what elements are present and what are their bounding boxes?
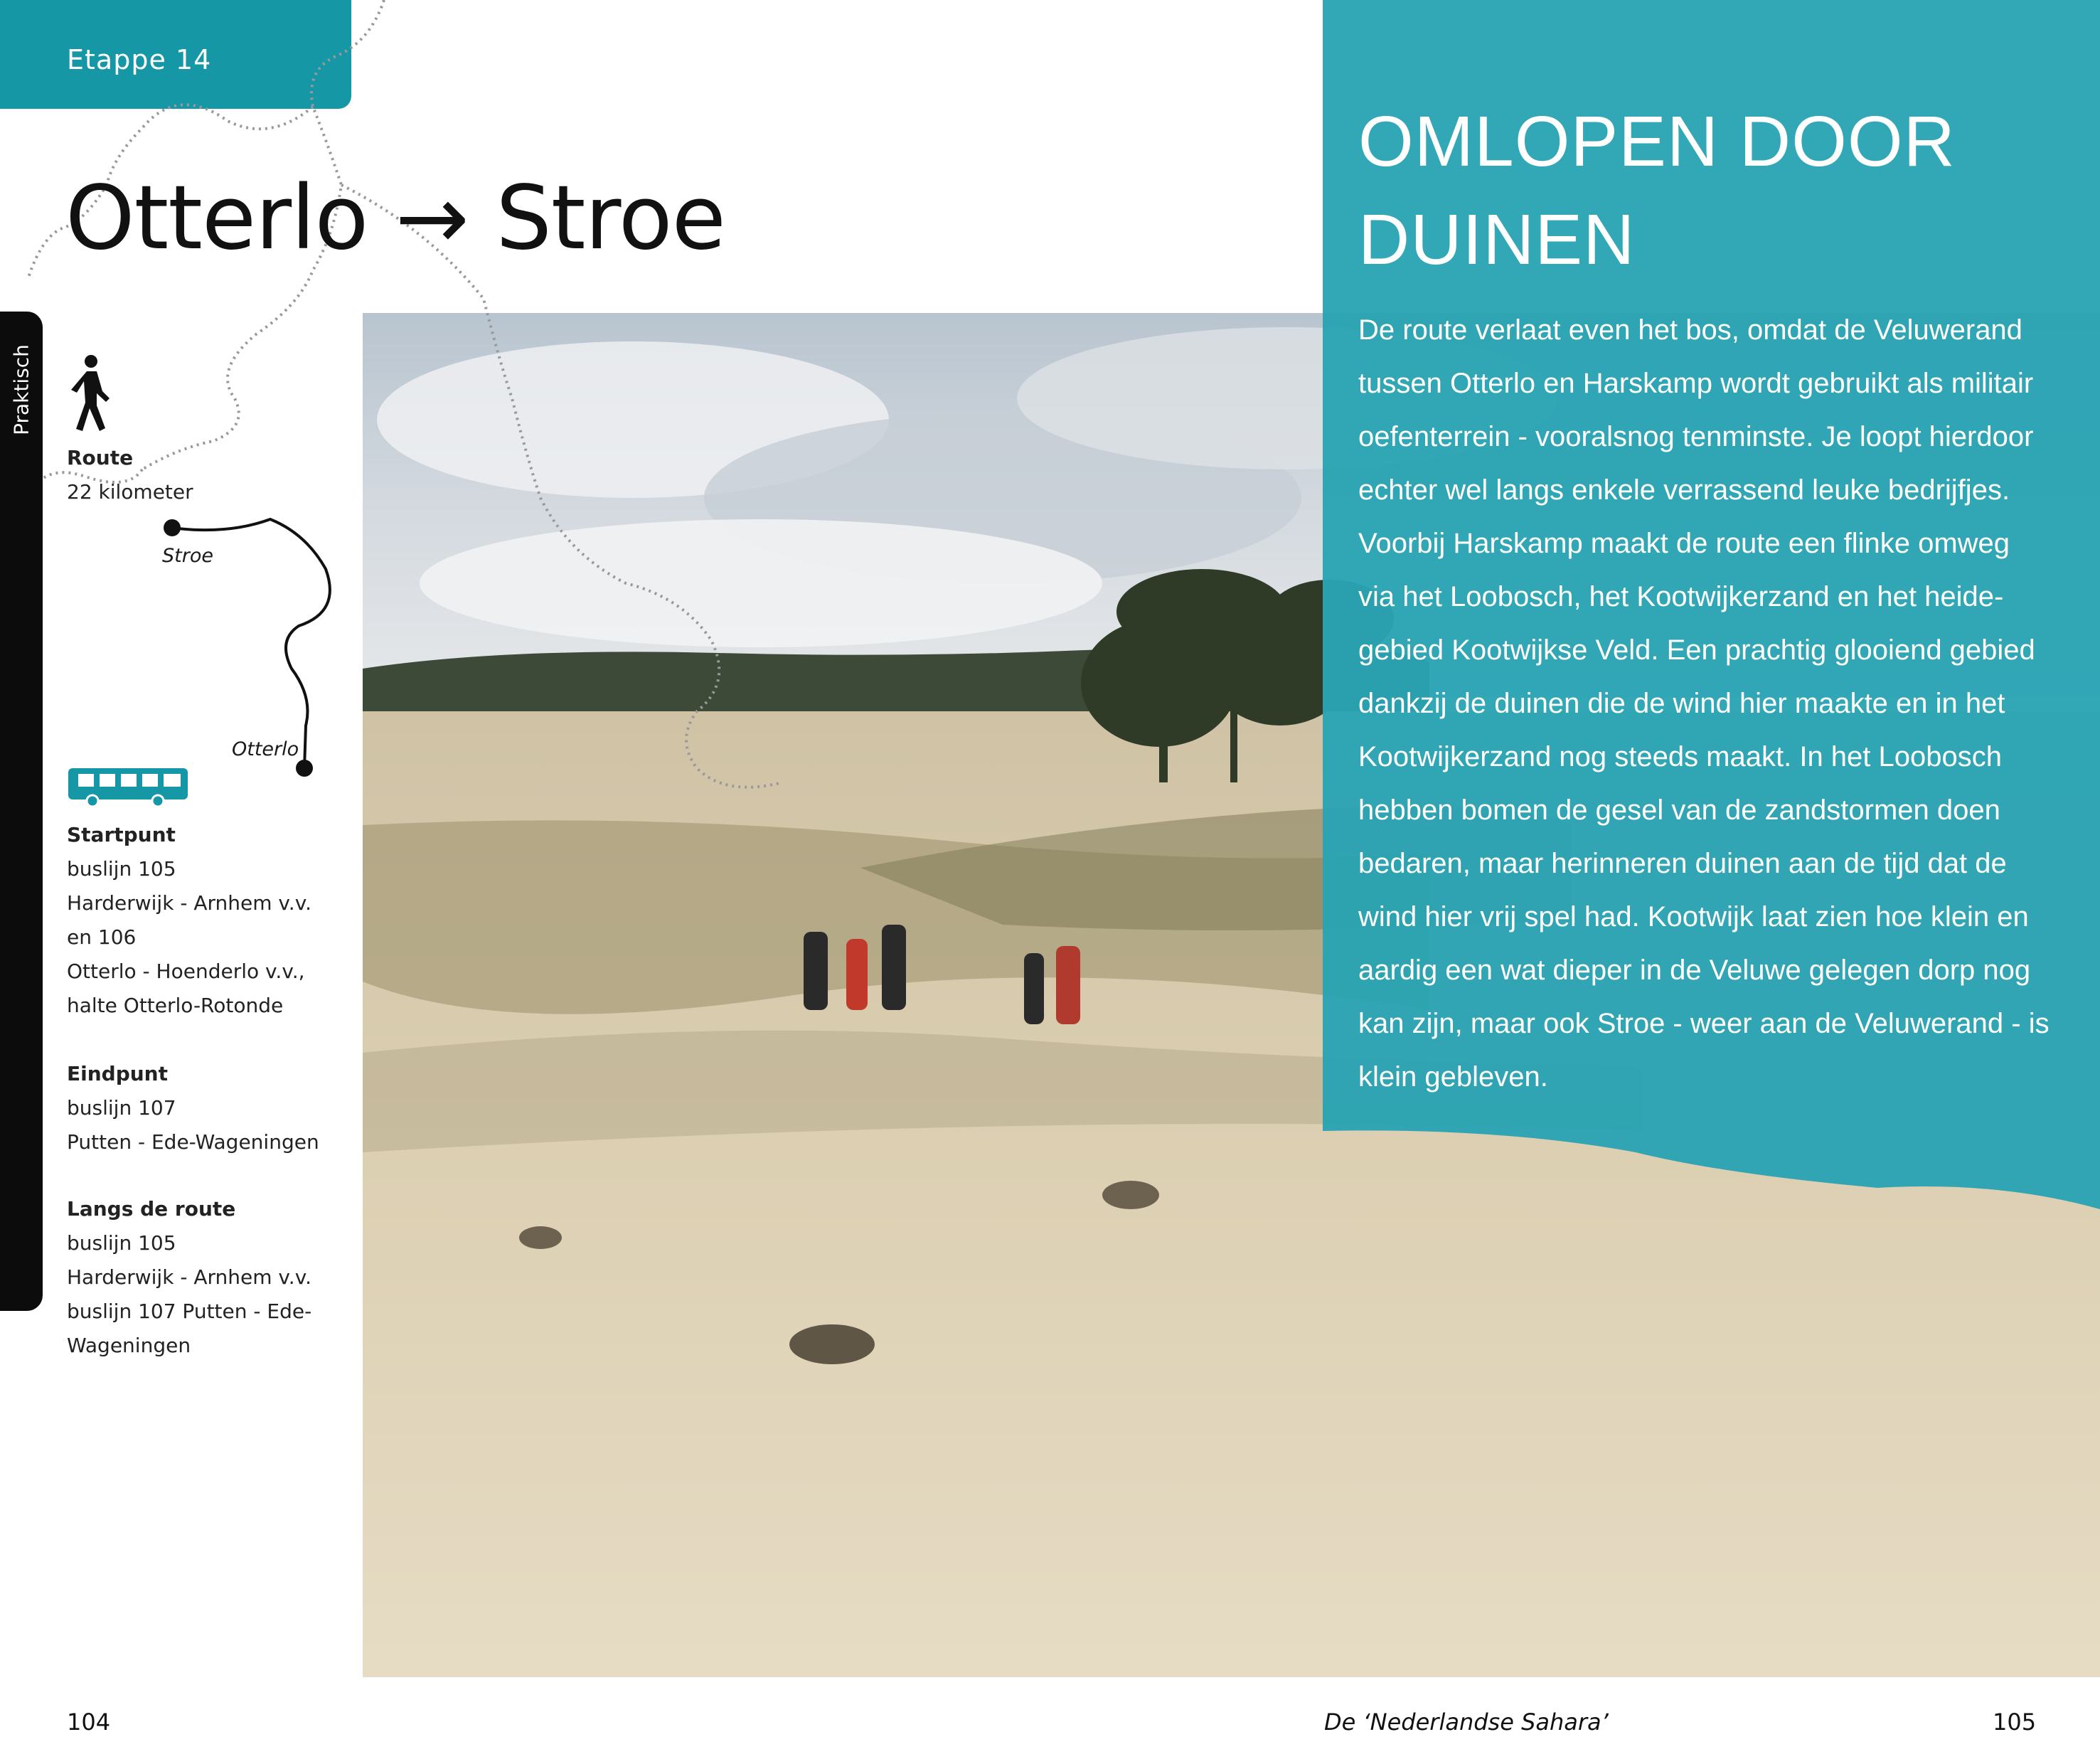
body-line: echter wel langs enkele verrassend leuke bedrijfjes. [1358,474,2010,506]
arrow-right-icon: → [395,167,469,270]
langs-de-route-line: Harderwijk - Arnhem v.v. [67,1265,311,1289]
title-from: Otterlo [65,167,368,270]
eindpunt-heading: Eindpunt [67,1062,168,1085]
panel-heading-line: DUINEN [1358,200,1636,280]
map-label-otterlo: Otterlo [232,738,299,760]
langs-de-route-line: buslijn 105 [67,1231,176,1255]
eindpunt-info [67,1057,319,1159]
side-tab-label: Praktisch [9,344,33,435]
page-number-left: 104 [67,1709,111,1736]
body-line: bedaren, maar herinneren duinen aan de tijd dat de [1358,848,2007,879]
page-title [65,167,725,270]
body-line: Kootwijkerzand nog steeds maakt. In het Loobosch [1358,741,2002,772]
praktisch-side-tab [0,312,43,1311]
running-footer-caption: De ‘Nederlandse Sahara’ [1324,1709,1609,1736]
body-line: De route verlaat even het bos, omdat de Veluwerand [1358,314,2022,346]
panel-heading [1358,92,1956,289]
startpunt-info [67,818,311,1023]
startpunt-line: en 106 [67,925,137,949]
startpunt-line: Harderwijk - Arnhem v.v. [67,891,311,915]
langs-de-route-heading: Langs de route [67,1197,236,1221]
startpunt-line: Otterlo - Hoenderlo v.v., [67,960,305,983]
etappe-label: Etappe 14 [67,44,212,75]
map-label-stroe: Stroe [162,545,213,567]
langs-de-route-info [67,1192,311,1363]
page-number-right: 105 [1993,1709,2037,1736]
body-line: Voorbij Harskamp maakt de route een flinke omweg [1358,528,2010,559]
body-line: gebied Kootwijkse Veld. Een prachtig glooiend gebied [1358,634,2035,666]
startpunt-line: buslijn 105 [67,857,176,881]
route-heading: Route [67,446,134,469]
body-line: wind hier vrij spel had. Kootwijk laat zien hoe klein en [1358,901,2029,933]
body-line: kan zijn, maar ook Stroe - weer aan de Veluwerand - is [1358,1008,2050,1039]
title-to: Stroe [496,167,725,270]
body-line: hebben bomen de gesel van de zandstormen doen [1358,795,2000,826]
eindpunt-line: Putten - Ede-Wageningen [67,1130,319,1154]
body-line: dankzij de duinen die de wind hier maakte en in het [1358,688,2005,719]
route-info [67,441,193,509]
langs-de-route-line: Wageningen [67,1334,191,1357]
eindpunt-line: buslijn 107 [67,1096,176,1120]
otterlo-point-icon [296,760,313,777]
body-line: klein gebleven. [1358,1061,1548,1093]
panel-heading-line: OMLOPEN DOOR [1358,102,1956,181]
body-line: aardig een wat dieper in de Veluwe gelegen dorp nog [1358,955,2031,986]
panel-body-text [1358,304,2050,1104]
stroe-point-icon [164,519,181,536]
bus-icon [65,765,191,808]
langs-de-route-line: buslijn 107 Putten - Ede- [67,1300,312,1323]
route-distance: 22 kilometer [67,480,193,504]
body-line: oefenterrein - vooralsnog tenminste. Je loopt hierdoor [1358,421,2034,452]
body-line: tussen Otterlo en Harskamp wordt gebruikt als militair [1358,368,2034,399]
walker-icon [65,354,114,432]
startpunt-heading: Startpunt [67,823,176,846]
startpunt-line: halte Otterlo-Rotonde [67,994,284,1017]
body-line: via het Loobosch, het Kootwijkerzand en het heide- [1358,581,2004,612]
